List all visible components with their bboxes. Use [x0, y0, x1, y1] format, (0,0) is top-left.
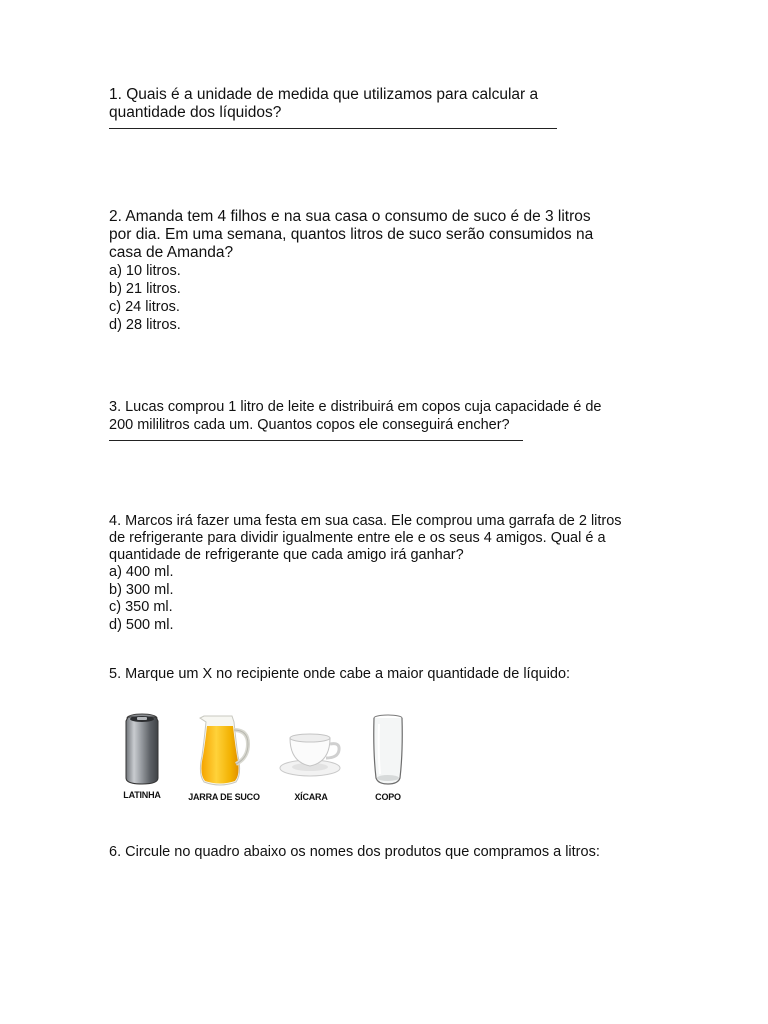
option-b[interactable]: b) 21 litros. — [109, 281, 181, 297]
question-6-text: 6. Circule no quadro abaixo os nomes dos produtos que compramos a litros: — [109, 844, 600, 860]
juice-pitcher-icon — [196, 712, 252, 788]
question-4 — [109, 513, 622, 634]
container-juice-pitcher[interactable] — [184, 712, 264, 802]
glass-label: COPO — [375, 792, 401, 802]
container-can[interactable] — [118, 712, 166, 800]
question-2-options — [109, 262, 593, 334]
option-b[interactable]: b) 300 ml. — [109, 581, 174, 598]
question-4-options — [109, 564, 622, 634]
question-4-line-2: de refrigerante para dividir igualmente entre ele e os seus 4 amigos. Qual é a — [109, 530, 606, 546]
question-3-line-2: 200 mililitros cada um. Quantos copos ele conseguirá encher? — [109, 417, 510, 433]
question-5-text: 5. Marque um X no recipiente onde cabe a maior quantidade de líquido: — [109, 666, 571, 682]
juice-pitcher-label: JARRA DE SUCO — [188, 792, 260, 802]
question-2-line-2: por dia. Em uma semana, quantos litros de suco serão consumidos na — [109, 226, 594, 243]
option-a[interactable]: a) 400 ml. — [109, 564, 174, 580]
question-6 — [109, 843, 600, 861]
option-d[interactable]: d) 500 ml. — [109, 616, 174, 633]
option-c[interactable]: c) 24 litros. — [109, 299, 180, 315]
container-glass[interactable] — [366, 712, 410, 802]
option-a[interactable]: a) 10 litros. — [109, 263, 181, 279]
question-2 — [109, 208, 593, 334]
teacup-label: XÍCARA — [294, 792, 328, 802]
question-3-line-1: 3. Lucas comprou 1 litro de leite e distribuirá em copos cuja capacidade é de — [109, 399, 602, 415]
question-1 — [109, 86, 557, 129]
container-images — [118, 712, 418, 807]
question-4-line-3: quantidade de refrigerante que cada amigo irá ganhar? — [109, 547, 464, 563]
option-d[interactable]: d) 28 litros. — [109, 317, 181, 333]
question-4-line-1: 4. Marcos irá fazer uma festa em sua casa. Ele comprou uma garrafa de 2 litros — [109, 513, 622, 529]
question-3 — [109, 398, 601, 441]
question-5 — [109, 665, 570, 683]
answer-line-1[interactable] — [109, 128, 557, 129]
can-label: LATINHA — [123, 790, 161, 800]
answer-line-3[interactable] — [109, 440, 523, 441]
can-icon — [122, 712, 162, 786]
glass-icon — [370, 712, 406, 788]
question-1-line-1: 1. Quais é a unidade de medida que utilizamos para calcular a — [109, 86, 539, 103]
question-2-line-1: 2. Amanda tem 4 filhos e na sua casa o consumo de suco é de 3 litros — [109, 208, 591, 225]
option-c[interactable]: c) 350 ml. — [109, 599, 173, 615]
question-1-line-2: quantidade dos líquidos? — [109, 104, 282, 121]
container-teacup[interactable] — [278, 712, 344, 802]
question-2-line-3: casa de Amanda? — [109, 244, 234, 261]
teacup-icon — [278, 712, 344, 788]
